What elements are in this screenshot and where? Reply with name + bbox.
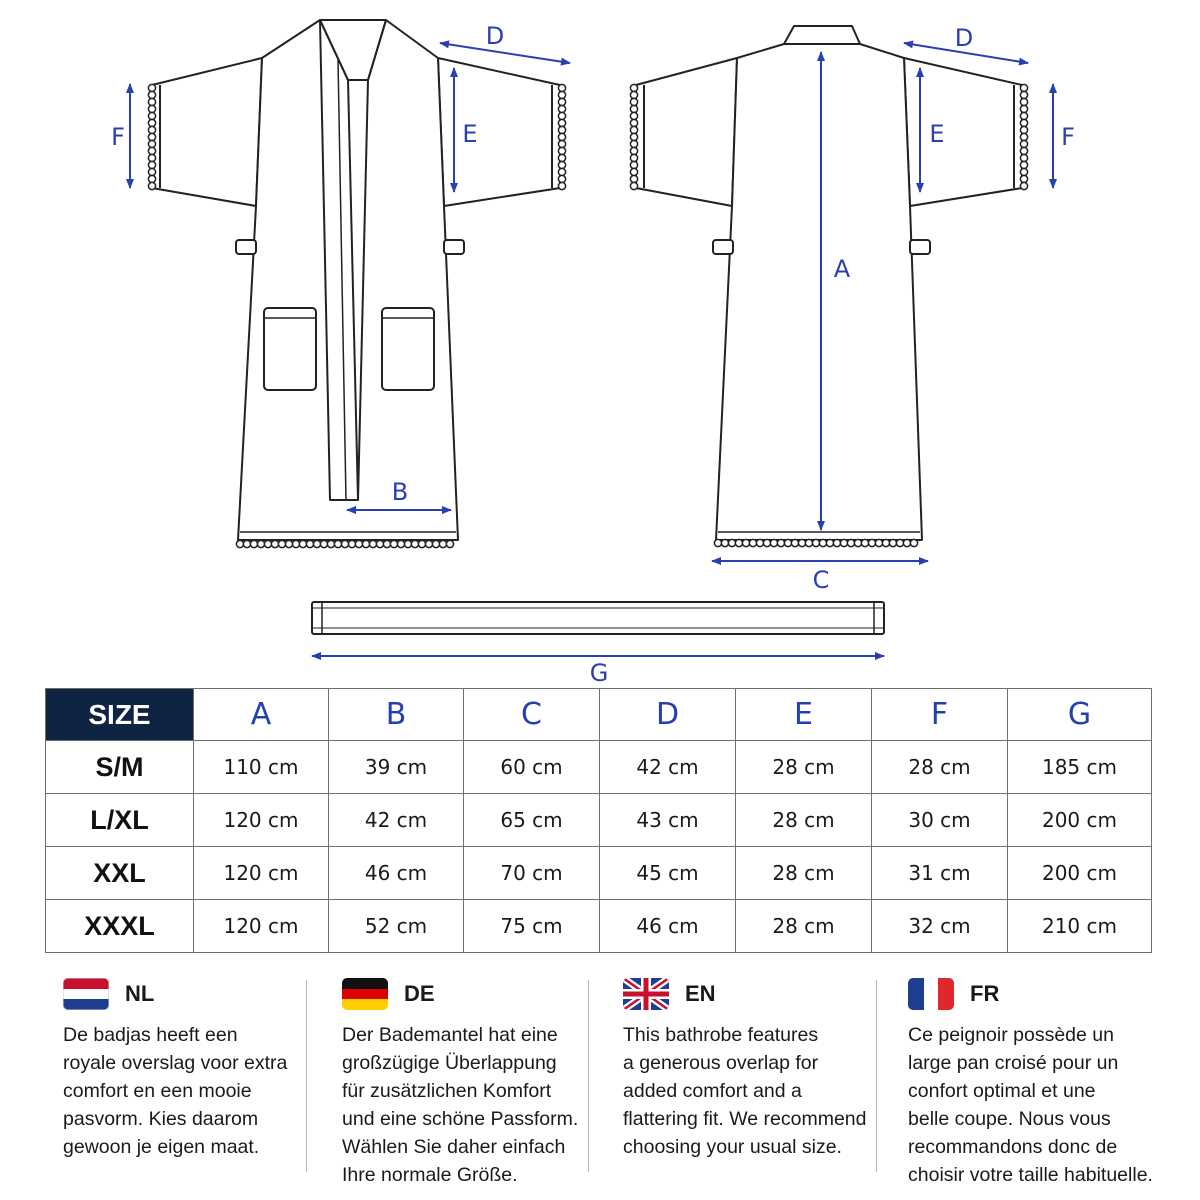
fringe-pompom bbox=[630, 105, 637, 112]
fringe-pompom bbox=[805, 539, 812, 546]
fringe-pompom bbox=[558, 175, 565, 182]
fringe-pompom bbox=[1020, 133, 1027, 140]
fringe-pompom bbox=[630, 147, 637, 154]
table-cell: 46 cm bbox=[600, 900, 736, 953]
label-f-front: F bbox=[111, 123, 125, 151]
fringe-pompom bbox=[1020, 140, 1027, 147]
fringe-pompom bbox=[630, 84, 637, 91]
fringe-pompom bbox=[558, 182, 565, 189]
fringe-pompom bbox=[348, 540, 355, 547]
fringe-pompom bbox=[558, 119, 565, 126]
fringe-pompom bbox=[896, 539, 903, 546]
table-row bbox=[46, 794, 1152, 847]
column-header-c: C bbox=[464, 689, 600, 741]
fringe-pompom bbox=[714, 539, 721, 546]
fringe-pompom bbox=[1020, 91, 1027, 98]
netherlands-flag-icon bbox=[63, 978, 109, 1010]
fringe-pompom bbox=[148, 147, 155, 154]
fringe-pompom bbox=[148, 84, 155, 91]
fringe-pompom bbox=[334, 540, 341, 547]
table-cell: 110 cm bbox=[194, 741, 329, 794]
column-divider bbox=[588, 980, 589, 1172]
fringe-pompom bbox=[784, 539, 791, 546]
fringe-pompom bbox=[362, 540, 369, 547]
fringe-pompom bbox=[148, 182, 155, 189]
fringe-pompom bbox=[763, 539, 770, 546]
fringe-pompom bbox=[558, 105, 565, 112]
fringe-pompom bbox=[840, 539, 847, 546]
language-block-nl bbox=[63, 975, 313, 1161]
fringe-pompom bbox=[1020, 119, 1027, 126]
language-block-en bbox=[623, 975, 873, 1161]
fringe-pompom bbox=[882, 539, 889, 546]
fringe-pompom bbox=[630, 91, 637, 98]
fringe-pompom bbox=[446, 540, 453, 547]
table-cell: 185 cm bbox=[1008, 741, 1152, 794]
fringe-pompom bbox=[630, 175, 637, 182]
label-e-back: E bbox=[929, 120, 945, 148]
fringe-pompom bbox=[558, 140, 565, 147]
fringe-pompom bbox=[558, 133, 565, 140]
fringe-pompom bbox=[1020, 105, 1027, 112]
fringe-pompom bbox=[327, 540, 334, 547]
fringe-pompom bbox=[369, 540, 376, 547]
fringe-pompom bbox=[1020, 175, 1027, 182]
fringe-pompom bbox=[875, 539, 882, 546]
fringe-pompom bbox=[868, 539, 875, 546]
fringe-pompom bbox=[742, 539, 749, 546]
belt bbox=[312, 602, 884, 634]
language-block-fr bbox=[908, 975, 1178, 1189]
fringe-pompom bbox=[376, 540, 383, 547]
fringe-pompom bbox=[728, 539, 735, 546]
fringe-pompom bbox=[1020, 147, 1027, 154]
fringe-pompom bbox=[148, 140, 155, 147]
fringe-pompom bbox=[1020, 161, 1027, 168]
fringe-pompom bbox=[630, 182, 637, 189]
fringe-pompom bbox=[148, 119, 155, 126]
language-code: EN bbox=[685, 981, 716, 1006]
robe-back bbox=[636, 26, 1022, 540]
fringe-pompom bbox=[721, 539, 728, 546]
size-label: XXL bbox=[46, 847, 194, 900]
table-cell: 120 cm bbox=[194, 900, 329, 953]
fringe-pompom bbox=[630, 140, 637, 147]
table-row bbox=[46, 900, 1152, 953]
fringe-pompom bbox=[558, 84, 565, 91]
table-cell: 28 cm bbox=[736, 847, 872, 900]
fringe-pompom bbox=[404, 540, 411, 547]
fringe-pompom bbox=[299, 540, 306, 547]
fringe-pompom bbox=[383, 540, 390, 547]
fringe-pompom bbox=[630, 133, 637, 140]
fringe-pompom bbox=[630, 98, 637, 105]
fringe-pompom bbox=[558, 161, 565, 168]
language-code: DE bbox=[404, 981, 435, 1006]
fringe-pompom bbox=[735, 539, 742, 546]
fringe-pompom bbox=[278, 540, 285, 547]
fringe-pompom bbox=[826, 539, 833, 546]
table-cell: 200 cm bbox=[1008, 847, 1152, 900]
fringe-pompom bbox=[1020, 168, 1027, 175]
language-code: FR bbox=[970, 981, 1000, 1006]
fringe-pompom bbox=[418, 540, 425, 547]
column-header-g: G bbox=[1008, 689, 1152, 741]
fringe-pompom bbox=[630, 154, 637, 161]
table-cell: 30 cm bbox=[872, 794, 1008, 847]
fringe-pompom bbox=[148, 98, 155, 105]
fringe-pompom bbox=[558, 98, 565, 105]
fringe-pompom bbox=[285, 540, 292, 547]
france-flag-icon bbox=[908, 978, 954, 1010]
fringe-pompom bbox=[432, 540, 439, 547]
fringe-pompom bbox=[264, 540, 271, 547]
table-cell: 70 cm bbox=[464, 847, 600, 900]
fringe-pompom bbox=[630, 112, 637, 119]
fringe-pompom bbox=[411, 540, 418, 547]
fringe-pompom bbox=[313, 540, 320, 547]
language-text: Ce peignoir possède un large pan croisé pour un confort optimal et une belle coupe. Nous vous recommandons donc de choisir votre taille habituelle. bbox=[908, 1024, 1153, 1186]
table-header-row bbox=[46, 689, 1152, 741]
table-cell: 31 cm bbox=[872, 847, 1008, 900]
fringe-pompom bbox=[148, 126, 155, 133]
column-divider bbox=[876, 980, 877, 1172]
language-text: De badjas heeft een royale overslag voor extra comfort en een mooie pasvorm. Kies daarom gewoon je eigen maat. bbox=[63, 1024, 288, 1158]
fringe-pompom bbox=[749, 539, 756, 546]
fringe-pompom bbox=[812, 539, 819, 546]
table-cell: 210 cm bbox=[1008, 900, 1152, 953]
size-label: XXXL bbox=[46, 900, 194, 953]
fringe-pompom bbox=[148, 112, 155, 119]
language-block-de bbox=[342, 975, 592, 1189]
size-header: SIZE bbox=[46, 689, 194, 741]
fringe-pompom bbox=[903, 539, 910, 546]
fringe-pompom bbox=[439, 540, 446, 547]
table-cell: 120 cm bbox=[194, 794, 329, 847]
table-cell: 39 cm bbox=[329, 741, 464, 794]
fringe-pompom bbox=[1020, 84, 1027, 91]
label-a: A bbox=[833, 255, 851, 283]
fringe-pompom bbox=[292, 540, 299, 547]
fringe-pompom bbox=[306, 540, 313, 547]
fringe-pompom bbox=[390, 540, 397, 547]
fringe-pompom bbox=[630, 161, 637, 168]
table-cell: 42 cm bbox=[600, 741, 736, 794]
table-cell: 52 cm bbox=[329, 900, 464, 953]
table-cell: 42 cm bbox=[329, 794, 464, 847]
fringe-pompom bbox=[1020, 126, 1027, 133]
label-d-front: D bbox=[485, 22, 505, 50]
fringe-pompom bbox=[397, 540, 404, 547]
table-row bbox=[46, 741, 1152, 794]
fringe-pompom bbox=[889, 539, 896, 546]
table-cell: 28 cm bbox=[736, 741, 872, 794]
fringe-pompom bbox=[833, 539, 840, 546]
label-d-back: D bbox=[954, 24, 974, 52]
fringe-pompom bbox=[1020, 182, 1027, 189]
table-cell: 32 cm bbox=[872, 900, 1008, 953]
germany-flag-icon bbox=[342, 978, 388, 1010]
fringe-pompom bbox=[1020, 98, 1027, 105]
fringe-pompom bbox=[791, 539, 798, 546]
fringe-pompom bbox=[271, 540, 278, 547]
table-cell: 75 cm bbox=[464, 900, 600, 953]
table-cell: 60 cm bbox=[464, 741, 600, 794]
label-e-front: E bbox=[462, 120, 478, 148]
fringe-pompom bbox=[630, 168, 637, 175]
fringe-pompom bbox=[558, 147, 565, 154]
label-f-back: F bbox=[1061, 123, 1075, 151]
fringe-pompom bbox=[777, 539, 784, 546]
fringe-pompom bbox=[257, 540, 264, 547]
fringe-pompom bbox=[819, 539, 826, 546]
fringe-pompom bbox=[558, 112, 565, 119]
fringe-pompom bbox=[148, 154, 155, 161]
table-row bbox=[46, 847, 1152, 900]
column-header-e: E bbox=[736, 689, 872, 741]
table-cell: 43 cm bbox=[600, 794, 736, 847]
fringe-pompom bbox=[861, 539, 868, 546]
fringe-pompom bbox=[910, 539, 917, 546]
table-cell: 28 cm bbox=[736, 794, 872, 847]
language-code: NL bbox=[125, 981, 155, 1006]
size-label: S/M bbox=[46, 741, 194, 794]
label-b: B bbox=[391, 478, 409, 506]
fringe-pompom bbox=[558, 126, 565, 133]
fringe-pompom bbox=[630, 126, 637, 133]
fringe-pompom bbox=[355, 540, 362, 547]
fringe-pompom bbox=[798, 539, 805, 546]
fringe-pompom bbox=[320, 540, 327, 547]
column-header-d: D bbox=[600, 689, 736, 741]
fringe-pompom bbox=[243, 540, 250, 547]
fringe-pompom bbox=[148, 105, 155, 112]
fringe-pompom bbox=[1020, 112, 1027, 119]
fringe-pompom bbox=[770, 539, 777, 546]
fringe-pompom bbox=[148, 161, 155, 168]
fringe-pompom bbox=[630, 119, 637, 126]
fringe-pompom bbox=[148, 91, 155, 98]
table-cell: 46 cm bbox=[329, 847, 464, 900]
fringe-pompom bbox=[148, 133, 155, 140]
column-header-b: B bbox=[329, 689, 464, 741]
size-label: L/XL bbox=[46, 794, 194, 847]
fringe-pompom bbox=[854, 539, 861, 546]
fringe-pompom bbox=[250, 540, 257, 547]
fringe-pompom bbox=[558, 154, 565, 161]
uk-flag-icon bbox=[623, 978, 669, 1010]
table-cell: 120 cm bbox=[194, 847, 329, 900]
fringe-pompom bbox=[756, 539, 763, 546]
fringe-pompom bbox=[148, 168, 155, 175]
table-cell: 65 cm bbox=[464, 794, 600, 847]
size-chart-table bbox=[45, 688, 1152, 953]
language-text: This bathrobe features a generous overlap for added comfort and a flattering fit. We recommend choosing your usual size. bbox=[623, 1024, 867, 1158]
fringe-pompom bbox=[341, 540, 348, 547]
table-cell: 45 cm bbox=[600, 847, 736, 900]
fringe-pompom bbox=[148, 175, 155, 182]
column-header-a: A bbox=[194, 689, 329, 741]
table-cell: 28 cm bbox=[872, 741, 1008, 794]
robe-front bbox=[152, 20, 560, 540]
fringe-pompom bbox=[558, 91, 565, 98]
column-header-f: F bbox=[872, 689, 1008, 741]
fringe-pompom bbox=[558, 168, 565, 175]
fringe-pompom bbox=[1020, 154, 1027, 161]
table-cell: 28 cm bbox=[736, 900, 872, 953]
dim-arrow-d-front bbox=[440, 43, 570, 63]
column-divider bbox=[306, 980, 307, 1172]
fringe-pompom bbox=[236, 540, 243, 547]
fringe-pompom bbox=[425, 540, 432, 547]
fringe-pompom bbox=[847, 539, 854, 546]
table-cell: 200 cm bbox=[1008, 794, 1152, 847]
language-text: Der Bademantel hat eine großzügige Überlappung für zusätzlichen Komfort und eine schöne Passform. Wählen Sie daher einfach Ihre normale Größe. bbox=[342, 1024, 579, 1186]
label-c: C bbox=[812, 566, 830, 594]
label-g: G bbox=[589, 659, 609, 687]
